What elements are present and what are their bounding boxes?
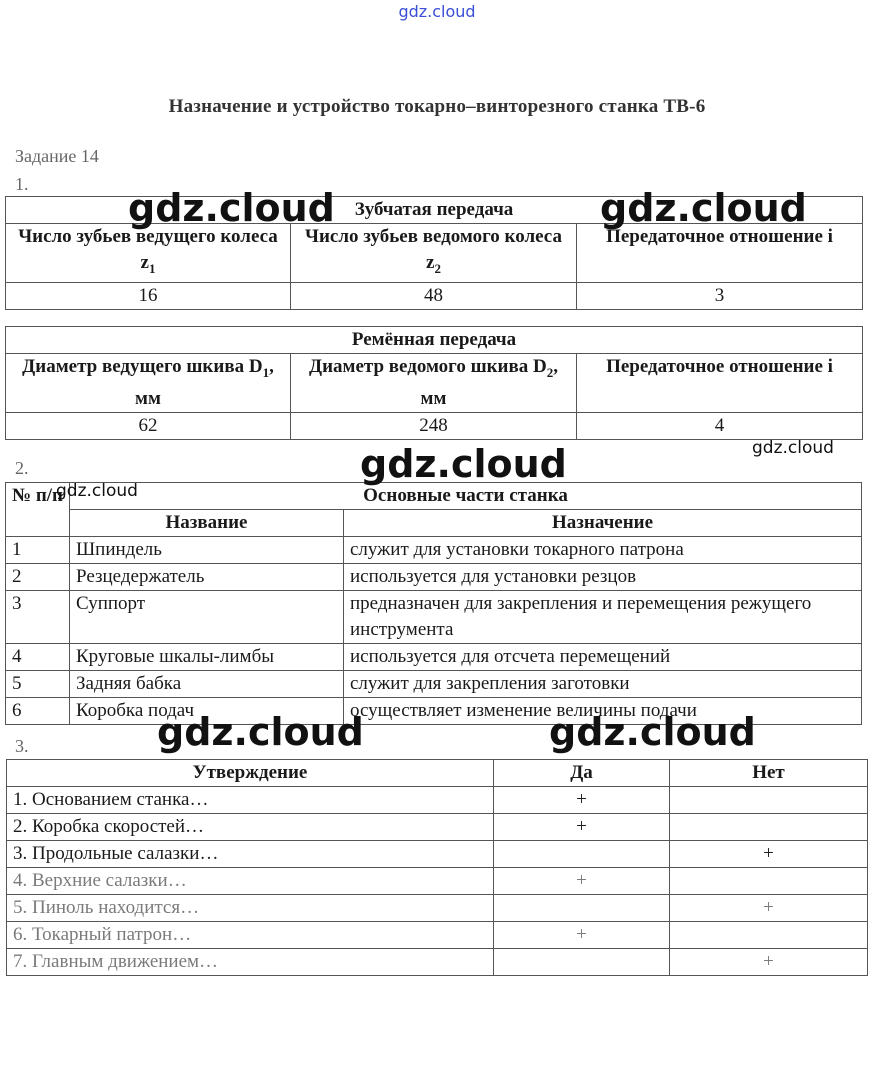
parts-row-purpose: служит для установки токарного патрона	[344, 537, 862, 564]
statements-col-no: Нет	[670, 760, 868, 787]
gear-header-row	[6, 224, 863, 283]
watermark-small: gdz.cloud	[752, 438, 834, 458]
table-row	[6, 671, 862, 698]
gear-header-driving	[6, 224, 291, 283]
belt-header-driving	[6, 354, 291, 413]
belt-header-driving-b: , мм	[135, 356, 274, 409]
table-row	[7, 868, 868, 895]
belt-header-ratio: Передаточное отношение i	[577, 354, 863, 413]
belt-value-driving: 62	[6, 412, 291, 439]
parts-row-purpose: используется для отсчета перемещений	[344, 644, 862, 671]
belt-value-driven: 248	[291, 412, 577, 439]
parts-header-row	[6, 510, 862, 537]
gear-header-driven-sub: 2	[434, 260, 441, 276]
parts-col-name: Название	[70, 510, 344, 537]
parts-row-name: Суппорт	[70, 591, 344, 644]
table-row	[7, 895, 868, 922]
parts-row-num: 1	[6, 537, 70, 564]
statement-yes	[494, 895, 670, 922]
gear-header-ratio: Передаточное отношение i	[577, 224, 863, 283]
gear-value-row	[6, 282, 863, 309]
statement-no	[670, 787, 868, 814]
parts-row-name: Круговые шкалы-лимбы	[70, 644, 344, 671]
parts-row-purpose: осуществляет изменение величины подачи	[344, 698, 862, 725]
gear-value-driving: 16	[6, 282, 291, 309]
table-row	[6, 591, 862, 644]
statement-no	[670, 868, 868, 895]
parts-row-num: 3	[6, 591, 70, 644]
gear-value-ratio: 3	[577, 282, 863, 309]
watermark-small: gdz.cloud	[56, 481, 138, 501]
statement-no	[670, 922, 868, 949]
statement-no: +	[670, 841, 868, 868]
parts-row-num: 5	[6, 671, 70, 698]
statement-yes	[494, 841, 670, 868]
parts-row-num: 6	[6, 698, 70, 725]
gear-header-driven-text: Число зубьев ведомого колеса z	[305, 226, 562, 273]
table-row	[7, 787, 868, 814]
table-row	[7, 814, 868, 841]
gear-value-driven: 48	[291, 282, 577, 309]
statements-header-row	[7, 760, 868, 787]
parts-row-name: Шпиндель	[70, 537, 344, 564]
parts-table	[5, 482, 862, 725]
statement-text: 6. Токарный патрон…	[7, 922, 494, 949]
parts-row-purpose: служит для закрепления заготовки	[344, 671, 862, 698]
belt-header-driven-a: Диаметр ведомого шкива D	[309, 356, 547, 377]
belt-header-driven	[291, 354, 577, 413]
belt-header-row	[6, 354, 863, 413]
gear-header-driving-text: Число зубьев ведущего колеса z	[18, 226, 278, 273]
parts-title: Основные части станка	[70, 483, 862, 510]
gear-header-driven	[291, 224, 577, 283]
table-row	[7, 949, 868, 976]
belt-header-driving-a: Диаметр ведущего шкива D	[22, 356, 263, 377]
statement-yes: +	[494, 922, 670, 949]
belt-value-row	[6, 412, 863, 439]
belt-title-row	[6, 327, 863, 354]
belt-title: Ремённая передача	[6, 327, 863, 354]
watermark-overlay: gdz.cloud	[600, 186, 807, 230]
parts-col-purpose: Назначение	[344, 510, 862, 537]
statement-text: 4. Верхние салазки…	[7, 868, 494, 895]
watermark-overlay: gdz.cloud	[549, 710, 756, 754]
parts-row-name: Коробка подач	[70, 698, 344, 725]
statement-yes: +	[494, 868, 670, 895]
statement-text: 5. Пиноль находится…	[7, 895, 494, 922]
statement-text: 3. Продольные салазки…	[7, 841, 494, 868]
section-2-label: 2.	[15, 458, 29, 478]
watermark-overlay: gdz.cloud	[360, 442, 567, 486]
table-row	[6, 537, 862, 564]
statement-no	[670, 814, 868, 841]
table-row	[6, 564, 862, 591]
table-row	[6, 644, 862, 671]
parts-row-name: Задняя бабка	[70, 671, 344, 698]
statement-no: +	[670, 895, 868, 922]
watermark-overlay: gdz.cloud	[128, 186, 335, 230]
statement-yes: +	[494, 814, 670, 841]
parts-row-purpose: предназначен для закрепления и перемещения режущего инструмента	[344, 591, 862, 644]
statement-text: 2. Коробка скоростей…	[7, 814, 494, 841]
gear-header-driving-sub: 1	[148, 260, 156, 276]
statements-table	[6, 759, 868, 976]
table-row	[7, 922, 868, 949]
section-1-label: 1.	[15, 174, 29, 194]
parts-row-num: 4	[6, 644, 70, 671]
belt-header-driving-sub: 1	[262, 364, 270, 380]
statement-yes: +	[494, 787, 670, 814]
parts-row-purpose: используется для установки резцов	[344, 564, 862, 591]
watermark-top: gdz.cloud	[398, 2, 476, 21]
statement-text: 7. Главным движением…	[7, 949, 494, 976]
statement-text: 1. Основанием станка…	[7, 787, 494, 814]
gear-title: Зубчатая передача	[6, 197, 863, 224]
parts-row-num: 2	[6, 564, 70, 591]
section-3-label: 3.	[15, 736, 29, 756]
parts-num-header: № п/п	[6, 483, 70, 537]
belt-header-driven-b: , мм	[420, 356, 558, 409]
belt-value-ratio: 4	[577, 412, 863, 439]
task-label: Задание 14	[15, 146, 99, 166]
parts-row-name: Резцедержатель	[70, 564, 344, 591]
statements-col-yes: Да	[494, 760, 670, 787]
statement-no: +	[670, 949, 868, 976]
belt-header-driven-sub: 2	[546, 364, 554, 380]
table-row	[7, 841, 868, 868]
belt-table	[5, 326, 863, 440]
watermark-overlay: gdz.cloud	[157, 710, 364, 754]
page-title: Назначение и устройство токарно–винторезного станка ТВ-6	[168, 96, 706, 117]
statements-col-statement: Утверждение	[7, 760, 494, 787]
statement-yes	[494, 949, 670, 976]
